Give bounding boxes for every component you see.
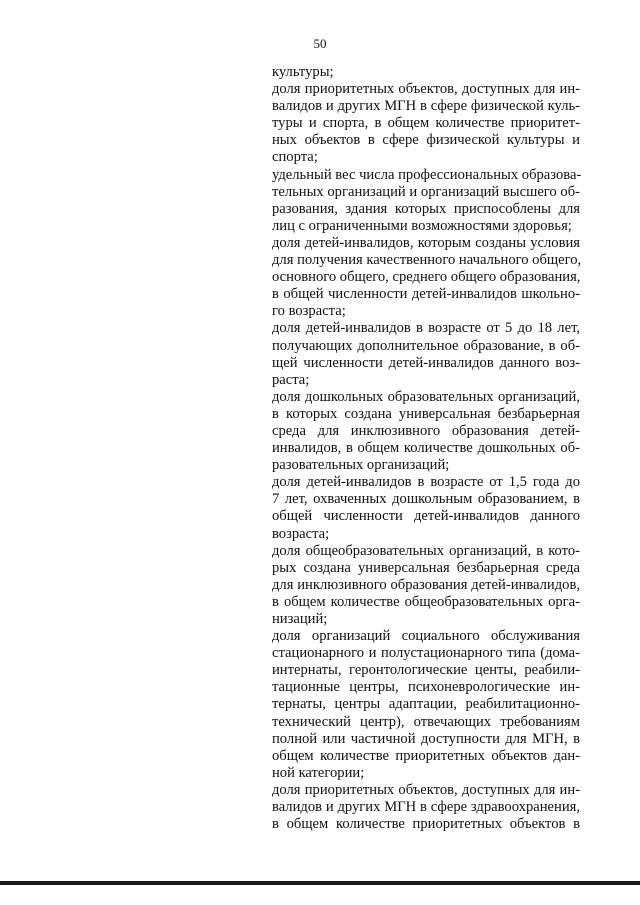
text-line: полной или частичной доступности для МГН, в [272, 730, 580, 747]
text-line: в общем количестве приоритетных объектов в [272, 816, 580, 833]
text-line: разования, здания которых приспособлены для [272, 200, 580, 217]
text-line: разовательных организаций; [272, 457, 450, 474]
text-line: доля дошкольных образовательных организаций, [272, 388, 580, 405]
text-line: среда для инклюзивного образования детей- [272, 422, 580, 439]
text-line: инвалидов, в общем количестве дошкольных об- [272, 440, 580, 457]
text-line: щей численности детей-инвалидов данного воз- [272, 354, 580, 371]
text-line: валидов и других МГН в сфере физической куль- [272, 98, 580, 115]
text-line: тернаты, центры адаптации, реабилитационно- [272, 696, 580, 713]
text-line: ной категории; [272, 764, 365, 781]
text-line: для инклюзивного образования детей-инвалидов, [272, 576, 580, 593]
text-line: получающих дополнительное образование, в об- [272, 337, 580, 354]
text-line: технический центр), отвечающих требованиям [272, 713, 580, 730]
text-line: валидов и других МГН в сфере здравоохранения, [272, 799, 580, 816]
text-line: тельных организаций и организаций высшего об- [272, 183, 580, 200]
text-line: 7 лет, охваченных дошкольным образованием, в [272, 491, 580, 508]
text-line: основного общего, среднего общего образования, [272, 269, 581, 286]
text-line: доля детей-инвалидов в возрасте от 5 до 18 лет, [272, 320, 580, 337]
text-line: доля общеобразовательных организаций, в кото- [272, 542, 580, 559]
page-bottom-rule [0, 881, 640, 885]
text-line: тационные центры, психоневрологические ин- [272, 679, 580, 696]
text-line: низаций; [272, 611, 328, 627]
text-line: стационарного и полустационарного типа (дома- [272, 645, 580, 662]
text-line: возраста; [272, 525, 330, 542]
text-line: удельный вес числа профессиональных образова- [272, 166, 582, 183]
text-line: ных объектов в сфере физической культуры и [272, 132, 580, 149]
text-line: для получения качественного начального общего, [272, 252, 582, 269]
text-line: доля детей-инвалидов в возрасте от 1,5 года до [272, 474, 580, 491]
text-line: общем количестве приоритетных объектов дан- [272, 747, 580, 764]
text-line: в общей численности детей-инвалидов школьно- [272, 286, 580, 303]
text-line: в которых создана универсальная безбарьерная [272, 405, 580, 422]
text-line: доля организаций социального обслуживания [272, 628, 580, 645]
text-line: спорта; [272, 149, 318, 166]
text-line: раста; [272, 371, 310, 388]
page-number: 50 [313, 36, 327, 51]
document-body-column [272, 64, 580, 833]
text-line: доля приоритетных объектов, доступных для ин- [272, 781, 580, 798]
text-line: туры и спорта, в общем количестве приоритет- [272, 115, 580, 132]
text-line: лиц с ограниченными возможностями здоровья; [272, 217, 572, 234]
text-line: интернаты, геронтологические центы, реабили- [272, 662, 580, 679]
text-line: доля детей-инвалидов, которым созданы условия [272, 234, 580, 251]
text-line: рых создана универсальная безбарьерная среда [272, 559, 580, 576]
text-line: го возраста; [272, 303, 346, 320]
text-line: в общем количестве общеобразовательных орга- [272, 593, 580, 610]
text-line: доля приоритетных объектов, доступных для ин- [272, 81, 580, 98]
text-line: культуры; [272, 64, 334, 80]
text-line: общей численности детей-инвалидов данного [272, 508, 580, 525]
